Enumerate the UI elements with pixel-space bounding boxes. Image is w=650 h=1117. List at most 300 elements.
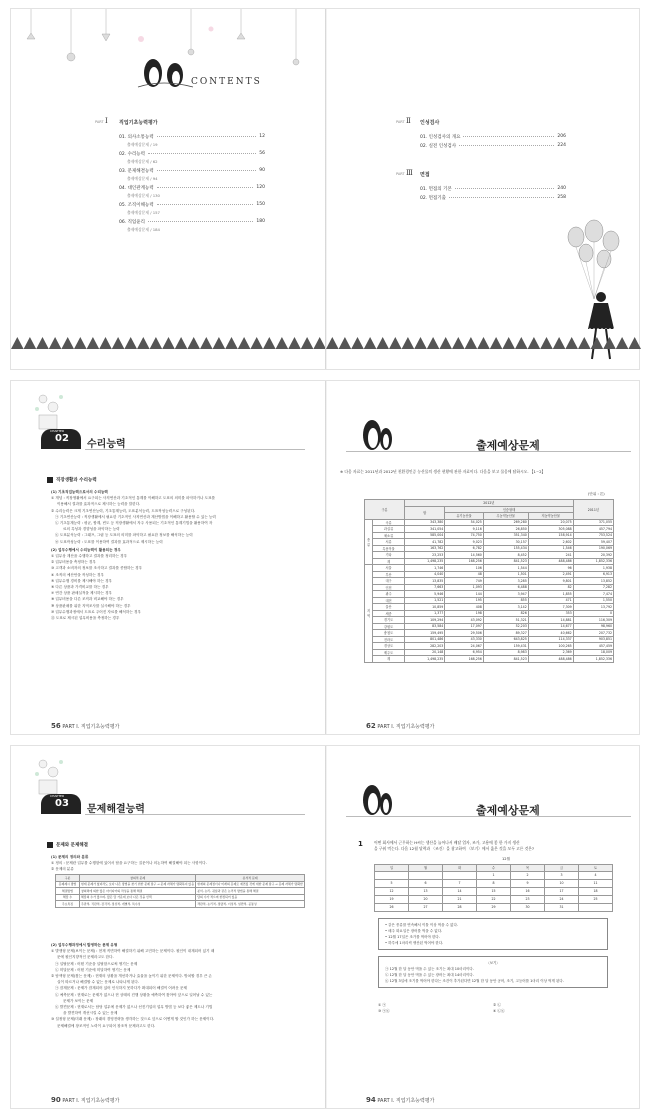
page-footer: 94 PART Ⅰ. 직업기초능력평가 — [366, 1096, 435, 1104]
table-cell: 43,092 — [445, 617, 484, 624]
page-number: 56 — [51, 722, 61, 730]
table-cell: 1,938 — [573, 565, 613, 572]
table-cell: 1,544 — [483, 565, 528, 572]
table-cell: 488,486 — [528, 656, 573, 663]
table-cell: 울산 — [373, 604, 405, 611]
table-cell: 96 — [528, 565, 573, 572]
calendar-day: 20 — [409, 895, 443, 903]
list-line: ⑦ 연간 상품 판매실적을 제시하는 경우 — [51, 591, 113, 596]
toc-page: 90 — [259, 168, 265, 173]
body-line: ① 발생형 문제(보이는 문제) : 현재 직면하여 해결하기 위해 고민하는 문제이다. 원인이 내재되어 있기 때 — [51, 949, 215, 954]
body-line: 을 발견하여 개선시킬 수 있는 문제 — [63, 1011, 118, 1016]
table-cell: 7,282 — [573, 584, 613, 591]
toc-subitem[interactable]: 출제예상문제 / 184 — [127, 227, 160, 232]
body-line: ㉣ 도표작성능력 : 도표를 이용하여 결과를 효과적으로 제시하는 능력 — [55, 539, 163, 544]
sub-heading: (1) 문제의 정의와 분류 — [51, 855, 89, 859]
calendar-day: 14 — [443, 887, 477, 895]
toc-page: 150 — [256, 202, 265, 207]
table-cell: 1,852,336 — [573, 558, 613, 565]
bogi-line: ㉡ 12월 한 달 동안 먹을 수 있는 장어는 최대 14마리이다. — [385, 973, 474, 977]
part-number: Ⅲ — [406, 169, 413, 177]
table-cell: 457,459 — [573, 643, 613, 650]
table-cell: 195 — [445, 597, 484, 604]
table-cell: 353 — [528, 610, 573, 617]
table-cell: 144 — [445, 591, 484, 598]
toc-subitem[interactable]: 출제예상문제 / 130 — [127, 193, 160, 198]
calendar-week — [375, 871, 613, 879]
table-cell: 13,835 — [405, 578, 445, 585]
part-number: Ⅰ — [105, 117, 108, 125]
table-cell: 114,337 — [528, 636, 573, 643]
calendar-day: 21 — [443, 895, 477, 903]
table-cell: 부산 — [373, 571, 405, 578]
choice-4[interactable]: ④ ㉡㉢ — [493, 1009, 505, 1014]
toc-item[interactable]: 02. 면접기출 — [420, 195, 446, 201]
sub-heading: (1) 기초직업능력으로서의 수리능력 — [51, 490, 108, 494]
table-cell: 54,025 — [445, 519, 484, 526]
table-cell: 서류 — [373, 539, 405, 546]
problem-types-table — [55, 874, 305, 908]
calendar-day — [443, 871, 477, 879]
table-cell: 351,340 — [483, 532, 528, 539]
calendar-day: 25 — [579, 895, 613, 903]
page-footer: 90 PART Ⅰ. 직업기초능력평가 — [51, 1096, 120, 1104]
calendar-day: 11 — [579, 879, 613, 887]
table-cell: 14,677 — [528, 623, 573, 630]
part-tag: PART — [396, 120, 405, 124]
chapter-number: 02 — [55, 433, 69, 444]
toc-item[interactable]: 01. 인성검사의 개요 — [420, 134, 461, 140]
table-cell: 51,321 — [483, 617, 528, 624]
calendar-day — [409, 871, 443, 879]
body-line: ㉠ 잠재문제 : 문제가 잠재되어 있어 인식하지 못하다가 확대되어 해결이 어려운 문제 — [55, 986, 187, 991]
body-text-2 — [51, 942, 306, 1029]
bogi-box — [378, 956, 608, 988]
part-tag: PART — [396, 172, 405, 176]
table-cell: 241 — [528, 552, 573, 559]
table-cell: 168,256 — [445, 656, 484, 663]
table-cell: 23,253 — [405, 552, 445, 559]
table-cell: 3,142 — [483, 604, 528, 611]
calendar-day: 7 — [443, 879, 477, 887]
toc-page: 240 — [557, 186, 566, 191]
contents-left-page — [11, 9, 326, 369]
conditions-box — [378, 918, 608, 950]
choice-1[interactable]: ① ㉠ — [378, 1003, 386, 1007]
table-cell: 749 — [445, 578, 484, 585]
td: 창의력에 의한 많은 아이디어의 작성을 통해 해결 — [80, 888, 196, 895]
calendar-day: 17 — [545, 887, 579, 895]
part-title: 인성검사 — [420, 120, 440, 126]
table-unit: (단위 : 톤) — [588, 492, 605, 496]
table-cell: 106 — [445, 565, 484, 572]
table-cell: 163,762 — [405, 545, 445, 552]
exercise-page-62 — [326, 381, 641, 734]
section-heading: 문제와 문제해결 — [47, 842, 88, 848]
toc-part3 — [396, 169, 566, 202]
table-cell: 408 — [445, 604, 484, 611]
toc-item[interactable]: 01. 의사소통능력 — [119, 134, 154, 140]
th: 분석적 문제 — [196, 875, 305, 882]
table-cell: 2,491 — [528, 571, 573, 578]
table-cell: 74,750 — [445, 532, 484, 539]
calendar-weekday: 화 — [443, 865, 477, 872]
table-cell: 2,369 — [528, 649, 573, 656]
section-heading: 직장생활과 수리능력 — [47, 477, 97, 483]
body-text — [51, 854, 301, 873]
table-cell: 과실류 — [373, 526, 405, 533]
table-cell: 305,088 — [528, 526, 573, 533]
table-cell: 4,040 — [405, 571, 445, 578]
row-group: 지역 — [365, 565, 373, 663]
table-cell: 116,309 — [573, 617, 613, 624]
table-cell: 269,280 — [483, 519, 528, 526]
td: 주관적, 직관적, 감각적, 정성적, 개별적, 특수성 — [80, 901, 196, 908]
body-line: 이용해서 결과를 효과적으로 제시하는 능력을 말한다. — [57, 502, 141, 507]
body-line: ③ 설정형 문제(미래 문제) : 장래의 경영전략을 생각하는 것으로 앞으로 어떻게 할 것인가 하는 문제이다. — [51, 1017, 215, 1022]
body-line: ① 정의 : 문제란 업무를 수행함에 있어서 답을 요구하는 질문이나 의논하여 해결해야 되는 사항이다. — [51, 861, 207, 866]
condition-line: • 매주 화요일은 장어를 먹을 수 없다. — [385, 929, 443, 933]
list-line: ⑩ 업무수행과정에서 도표로 주어진 자료를 해석하는 경우 — [51, 609, 141, 614]
toc-item[interactable]: 02. 실전 인성검사 — [420, 143, 457, 149]
calendar-week — [375, 879, 613, 887]
table-cell: 9,116 — [445, 526, 484, 533]
body-line: ㉡ 기초통계능력 : 평균, 합계, 빈도 등 직장생활에서 자주 사용되는 기초적인 통계기법을 활용하여 자 — [55, 521, 213, 526]
table-cell: 1,501 — [483, 571, 528, 578]
table-cell: 341,054 — [405, 526, 445, 533]
table-cell: 1,550 — [573, 597, 613, 604]
calendar-day: 27 — [409, 903, 443, 911]
body-line: 문에 원인지향적인 문제라고도 한다. — [57, 955, 114, 960]
table-cell: 전라도 — [373, 636, 405, 643]
table-cell: 14,560 — [445, 552, 484, 559]
toc-subitem[interactable]: 출제예상문제 / 94 — [127, 176, 158, 181]
choice-2[interactable]: ② ㉡ — [493, 1003, 501, 1007]
page-number: 62 — [366, 722, 376, 730]
list-line: ④ 조직의 예산안을 작성하는 경우 — [51, 572, 104, 577]
table-cell: 457,794 — [573, 526, 613, 533]
th: 창의적 문제 — [80, 875, 196, 882]
calendar-weekday: 월 — [409, 865, 443, 872]
table-cell: 계 — [373, 558, 405, 565]
square-bullet-icon — [47, 477, 53, 483]
td: 주요특징 — [56, 901, 80, 908]
table-cell: 40,662 — [528, 630, 573, 637]
exercise-title: 출제예상문제 — [476, 439, 540, 452]
table-cell: 168,256 — [445, 558, 484, 565]
table-cell: 3,285 — [483, 578, 528, 585]
table-cell: 6,954 — [445, 649, 484, 656]
contents-title: CONTENTS — [191, 77, 262, 87]
table-cell: 471 — [528, 597, 573, 604]
table-cell: 6,488 — [483, 584, 528, 591]
table-cell: 대구 — [373, 578, 405, 585]
table-cell: 801,486 — [405, 636, 445, 643]
exercise-title: 출제예상문제 — [476, 804, 540, 817]
table-cell: 세종 — [373, 610, 405, 617]
bogi-title: 〈보기〉 — [486, 961, 500, 965]
calendar-day: 16 — [511, 887, 545, 895]
toc-item[interactable]: 01. 면접의 기본 — [420, 186, 452, 192]
table-cell: 52,203 — [483, 623, 528, 630]
table-cell: 43,330 — [445, 636, 484, 643]
calendar-day: 23 — [511, 895, 545, 903]
table-cell: 1,093 — [445, 584, 484, 591]
table-cell: 8,983 — [483, 649, 528, 656]
th-2012: 2012년 — [405, 500, 574, 507]
table-cell: 3,947 — [483, 591, 528, 598]
body-line: ㉠ 기초연산능력 : 직장생활에서 필요한 기초적인 사칙연산과 계산방법을 이해하고 활용할 수 있는 능력 — [55, 514, 216, 519]
table-cell: 서울 — [373, 565, 405, 572]
table-cell: 841,523 — [483, 656, 528, 663]
calendar-day: 10 — [545, 879, 579, 887]
bogi-line: ㉠ 12월 한 달 동안 먹을 수 있는 조기는 최대 10마리이다. — [385, 967, 474, 971]
table-cell: 190,069 — [573, 545, 613, 552]
page-number: 94 — [366, 1096, 376, 1104]
chapter-title: 수리능력 — [87, 439, 126, 450]
triangle-border — [11, 337, 326, 349]
title-rule — [346, 451, 631, 452]
table-cell: 8,452 — [483, 552, 528, 559]
calendar-title: 12월 — [502, 857, 511, 861]
calendar-day: 1 — [477, 871, 511, 879]
calendar-day: 30 — [511, 903, 545, 911]
toc-page: 12 — [259, 134, 265, 139]
table-cell: 903,851 — [573, 636, 613, 643]
table-cell: 343,380 — [405, 519, 445, 526]
table-cell: 100,265 — [528, 643, 573, 650]
table-cell: 1,852,336 — [573, 656, 613, 663]
table-cell: 채소류 — [373, 532, 405, 539]
table-cell: 24,067 — [445, 643, 484, 650]
chapter-number: 03 — [55, 798, 69, 809]
table-cell: 753,524 — [573, 532, 613, 539]
production-table — [364, 499, 614, 663]
td: 문제제시 방법 — [56, 881, 80, 888]
toc-subitem[interactable]: 출제예상문제 / 157 — [127, 210, 160, 215]
calendar-weekday: 토 — [579, 865, 613, 872]
table-cell: 1,855 — [528, 591, 573, 598]
sub-heading: (2) 업무수행에서 수리능력이 활용되는 경우 — [51, 547, 121, 552]
td: 분석, 논리, 귀납과 같은 논리적 방법을 통해 해결 — [196, 888, 305, 895]
calendar-day: 31 — [545, 903, 579, 911]
chapter-rule — [85, 449, 305, 450]
calendar-day: 19 — [375, 895, 409, 903]
toc-page: 56 — [259, 151, 265, 156]
table-cell: 10,859 — [405, 604, 445, 611]
calendar-day: 6 — [409, 879, 443, 887]
table-cell: 충청도 — [373, 630, 405, 637]
condition-line: • 하루에 1마리씩 생산된 먹어야 한다. — [385, 941, 444, 945]
table-cell: 기타 — [373, 552, 405, 559]
table-cell: 841,523 — [483, 558, 528, 565]
table-cell: 29,506 — [445, 630, 484, 637]
td: 현재의 문제점이나 미래의 문제로 예견될 것에 대한 문제 탐구 → 문제 자체가 명확함 — [197, 882, 303, 887]
body-line: ㉡ 미달문제 : 어떤 기준에 미달하여 생기는 문제 — [55, 967, 131, 972]
table-cell: 7,663 — [405, 584, 445, 591]
table-cell: 585,004 — [405, 532, 445, 539]
td: 해답 수 — [56, 894, 80, 901]
list-line: ① 업무상 계산을 수행하고 결과를 정리하는 경우 — [51, 554, 128, 559]
calendar-weekday: 수 — [477, 865, 511, 872]
condition-line: • 12월 17일은 조가를 먹어야 한다. — [385, 935, 440, 939]
table-cell: 1,498,235 — [405, 656, 445, 663]
penguin-icon — [356, 411, 396, 456]
th-2011: 2011년 — [573, 500, 613, 520]
calendar-weekday: 일 — [375, 865, 409, 872]
calendar-day: 5 — [375, 879, 409, 887]
td: 해답의 수가 많으며, 많은 답 가운데 보다 나은 것을 선택 — [80, 894, 196, 901]
calendar-day: 29 — [477, 903, 511, 911]
toc-page: 206 — [557, 134, 566, 139]
table-cell: 82 — [528, 584, 573, 591]
choices — [378, 1002, 608, 1014]
table-cell: 41,782 — [405, 539, 445, 546]
calendar-day — [579, 903, 613, 911]
table-cell: 제주도 — [373, 649, 405, 656]
toc-page: 120 — [256, 185, 265, 190]
table-cell: 20,392 — [573, 552, 613, 559]
row-group: 종류 — [365, 519, 373, 565]
body-line: 실이 따르거나 해결할 수 없는 문제로 나타나게 된다. — [57, 980, 140, 985]
table-cell: 18,009 — [573, 649, 613, 656]
table-cell: 59,407 — [573, 539, 613, 546]
td: 해결방법 — [56, 888, 80, 895]
table-cell: 855 — [483, 597, 528, 604]
title-rule — [346, 816, 631, 817]
choice-3[interactable]: ③ ㉠㉢ — [378, 1009, 390, 1014]
part-title: 직업기초능력평가 — [119, 120, 158, 126]
th-cert: 인증형태 — [445, 506, 573, 513]
table-cell: 20,148 — [405, 649, 445, 656]
table-cell: 1,498,235 — [405, 558, 445, 565]
calendar-day: 12 — [375, 887, 409, 895]
body-line: 료의 특성과 경향성을 파악하는 능력 — [63, 527, 120, 532]
table-cell: 155,434 — [483, 545, 528, 552]
body-line: ② 문제의 분류 — [51, 867, 74, 872]
chapter-rule — [85, 814, 305, 815]
body-line: ① 개념 : 직장생활에서 요구되는 사칙연산과 기초적인 통계를 이해하고 도표의 의미를 파악하거나 도표를 — [51, 496, 215, 501]
toc-item[interactable]: 05. 조직이해능력 — [119, 202, 154, 208]
toc-item[interactable]: 04. 대인관계능력 — [119, 185, 154, 191]
chapter-badge — [41, 794, 81, 814]
list-line: ⑥ 다른 상품과 가격비교를 하는 경우 — [51, 585, 109, 590]
exercise-page-94 — [326, 746, 641, 1108]
table-cell: 158,914 — [528, 532, 573, 539]
th-category: 구분 — [365, 500, 405, 520]
calendar-weekday: 금 — [545, 865, 579, 872]
th-sum: 합 — [405, 506, 445, 519]
table-cell: 1,746 — [405, 565, 445, 572]
list-line: ⑪ 도표로 제시된 업무비용을 측정하는 경우 — [51, 616, 120, 621]
table-cell: 곡류 — [373, 519, 405, 526]
th-nopesticide: 무농약농산물 — [483, 513, 528, 520]
question-line: 을 구워 먹는다. 다음 12월 달력과 〈조건〉을 참고하여 〈보기〉에서 옳은 것을 모두 고른 것은? — [374, 846, 534, 852]
contents-right-page — [326, 9, 641, 369]
calendar-day: 3 — [545, 871, 579, 879]
list-line: ⑧ 업무비용을 다른 조직과 비교해야 하는 경우 — [51, 597, 124, 602]
table-cell: 1,377 — [405, 610, 445, 617]
table-cell: 1,521 — [405, 597, 445, 604]
question-line: 어떤 회사에서 근무하는 H씨는 생산을 늘어나서 배달 업자, 조가, 고용에 좋 한 가지 생산 — [374, 840, 520, 845]
question-text — [374, 840, 624, 852]
td: 현재 문제가 없더라도 보다 나은 방법을 찾기 위한 문제 탐구 → 문제 자체가 명확하지 않음 — [81, 882, 195, 887]
body-line: ㉢ 발견문제 : 현재로서는 담당 업무에 문제가 없으나 선진기업의 업무 방법 등 보다 좋은 제도나 기법 — [55, 1005, 213, 1010]
list-line: ⑤ 업무수행 경비를 제시해야 하는 경우 — [51, 578, 113, 583]
toc-subitem[interactable]: 출제예상문제 / 62 — [127, 159, 158, 164]
part-tag: PART — [95, 120, 104, 124]
table-cell: 109,294 — [405, 617, 445, 624]
table-cell: 83,584 — [405, 623, 445, 630]
december-calendar — [374, 864, 613, 912]
part-number: Ⅱ — [406, 117, 411, 125]
table-cell: 경기도 — [373, 617, 405, 624]
calendar-day: 15 — [477, 887, 511, 895]
table-cell: 대전 — [373, 597, 405, 604]
list-line: ③ 고객과 소비자의 정보를 조사하고 결과를 종합하는 경우 — [51, 566, 143, 571]
calendar-weekday: 목 — [511, 865, 545, 872]
calendar-day: 28 — [443, 903, 477, 911]
toc-part2 — [396, 117, 566, 150]
calendar-day: 2 — [511, 871, 545, 879]
th-lowpesticide: 저농약농산물 — [528, 513, 573, 520]
table-row — [365, 656, 614, 663]
part-title: 면접 — [420, 172, 430, 178]
td: 객관적, 논리적, 정량적, 이성적, 일반적, 공통성 — [196, 901, 305, 908]
table-cell: 643,825 — [483, 636, 528, 643]
toc-part1 — [95, 117, 265, 234]
table-cell: 20,075 — [528, 519, 573, 526]
calendar-day: 18 — [579, 887, 613, 895]
table-cell: 9,801 — [528, 578, 573, 585]
chapter-badge — [41, 429, 81, 449]
toc-item[interactable]: 02. 수리능력 — [119, 151, 145, 157]
toc-item[interactable]: 03. 문제해결능력 — [119, 168, 154, 174]
body-line: ㉢ 도표분석능력 : 그래프, 그림 등 도표의 의미를 파악하고 필요한 정보를 해석하는 능력 — [55, 533, 193, 538]
bogi-line: ㉢ 12월 3일에 조기를 먹어야 한다는 조건이 추가된다면 12월 한 달 동안 공어, 조기, 고등어를 1마리 이상 먹게 된다. — [385, 979, 564, 983]
table-cell: 7,309 — [528, 604, 573, 611]
condition-line: • 같은 종류를 연속해서 이틀 이상 먹을 수 없다. — [385, 923, 458, 927]
calendar-week — [375, 895, 613, 903]
toc-item[interactable]: 06. 직업윤리 — [119, 219, 145, 225]
chapter-tag: CHAPTER — [50, 794, 65, 798]
table-cell: 13,852 — [573, 578, 613, 585]
table-cell: 14,881 — [528, 617, 573, 624]
contents-spread — [10, 8, 640, 370]
body-line: ㉠ 일탈문제 : 어떤 기준을 일탈함으로써 생기는 문제 — [55, 961, 138, 966]
table-cell: 1,546 — [528, 545, 573, 552]
page-footer: 56 PART Ⅰ. 직업기초능력평가 — [51, 722, 120, 730]
list-line: ⑨ 상품판매를 위한 지역조사를 실시해야 하는 경우 — [51, 603, 131, 608]
chapter-tag: CHAPTER — [50, 429, 65, 433]
question-text: ※ 다음 자료는 2011년과 2012년 친환경인증 농산물의 생산 현황에 관한 자료이다. 다음을 보고 물음에 답하시오. 【1~2】 — [340, 469, 546, 474]
table-cell: 6,913 — [573, 571, 613, 578]
table-cell: 특용작물 — [373, 545, 405, 552]
th: 구분 — [56, 875, 80, 882]
body-line: ② 탐색형 문제(찾는 문제) : 현재의 상황을 개선하거나 효율을 높이기 위한 문제이다. 방치할 경우 큰 손 — [51, 974, 212, 979]
table-cell: 159,431 — [483, 643, 528, 650]
table-cell: 48 — [445, 571, 484, 578]
body-text — [51, 489, 301, 621]
table-cell: 282,203 — [405, 643, 445, 650]
chapter03-page — [11, 746, 326, 1108]
toc-subitem[interactable]: 출제예상문제 / 19 — [127, 142, 158, 147]
math-chapter-spread — [10, 380, 640, 735]
table-cell: 인천 — [373, 584, 405, 591]
calendar-week — [375, 887, 613, 895]
body-line: 문제가 보이는 문제 — [63, 998, 94, 1003]
table-cell: 371,055 — [573, 519, 613, 526]
